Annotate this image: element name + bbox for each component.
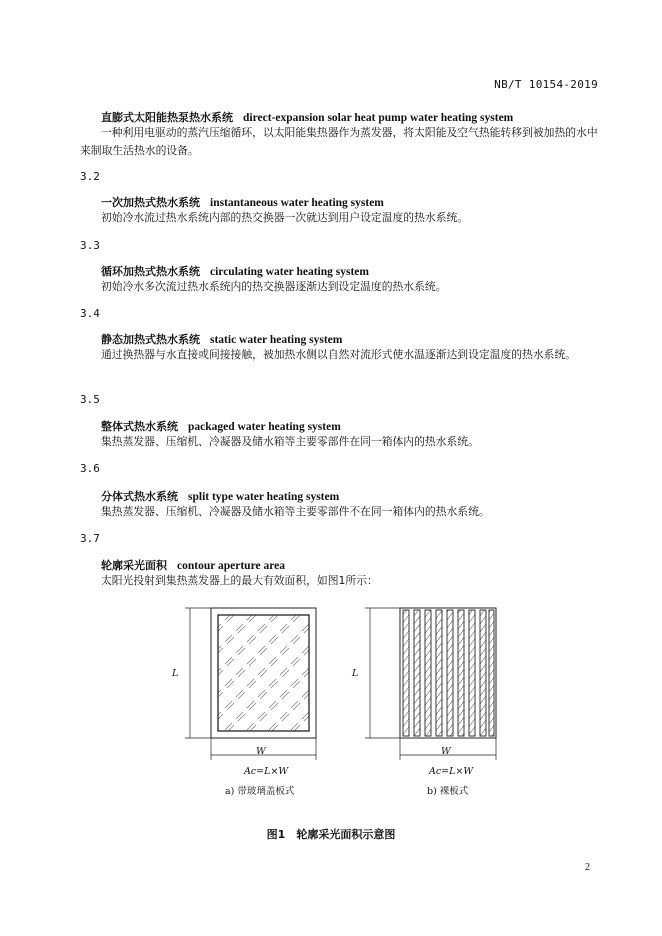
term-definition: 太阳光投射到集热蒸发器上的最大有效面积，如图1所示：: [101, 574, 378, 587]
term-zh: 轮廓采光面积: [101, 559, 167, 572]
section-number: 3.2: [80, 170, 100, 183]
section-number: 3.3: [80, 239, 100, 252]
section-number: 3.7: [80, 532, 100, 545]
term-heading: [101, 331, 342, 347]
term-en: instantaneous water heating system: [210, 197, 384, 209]
term-en: split type water heating system: [188, 491, 340, 503]
term-heading: [101, 263, 369, 279]
term-heading: [101, 557, 285, 573]
term-heading: [101, 194, 384, 210]
term-zh: 循环加热式热水系统: [101, 265, 200, 278]
term-heading: [101, 418, 341, 434]
term-heading: [101, 109, 513, 125]
figure-bare-plate-collector: [348, 600, 508, 800]
term-definition: 通过换热器与水直接或间接接触，被加热水侧以自然对流形式使水温逐渐达到设定温度的热水系统。: [101, 348, 577, 361]
section-number: 3.6: [80, 462, 100, 475]
term-en: static water heating system: [210, 334, 343, 346]
figure-title: 图1 轮廓采光面积示意图: [266, 828, 396, 841]
term-definition: 一种利用电驱动的蒸汽压缩循环，以太阳能集热器作为蒸发器，将太阳能及空气热能转移到被加热的水中来制取生活热水的设备。: [80, 126, 598, 157]
term-zh: 静态加热式热水系统: [101, 333, 200, 346]
term-definition: 初始冷水多次流过热水系统内的热交换器逐渐达到设定温度的热水系统。: [101, 280, 447, 293]
term-en: circulating water heating system: [210, 266, 369, 278]
figure-caption-a: a) 带玻璃盖板式: [225, 786, 295, 797]
term-en: direct-expansion solar heat pump water heating system: [243, 112, 514, 124]
term-definition: 集热蒸发器、压缩机、冷凝器及储水箱等主要零部件不在同一箱体内的热水系统。: [101, 505, 490, 518]
term-zh: 分体式热水系统: [101, 490, 178, 503]
term-en: contour aperture area: [177, 560, 285, 572]
term-definition: 集热蒸发器、压缩机、冷凝器及储水箱等主要零部件在同一箱体内的热水系统。: [101, 435, 479, 448]
dimension-L-label: L: [172, 668, 179, 679]
term-zh: 一次加热式热水系统: [101, 196, 200, 209]
figure-caption-b: b) 裸板式: [427, 786, 469, 797]
term-zh: 直膨式太阳能热泵热水系统: [101, 111, 233, 124]
term-definition: 初始冷水流过热水系统内部的热交换器一次就达到用户设定温度的热水系统。: [101, 211, 469, 224]
section-number: 3.5: [80, 393, 100, 406]
term-zh: 整体式热水系统: [101, 420, 178, 433]
standard-code: NB/T 10154-2019: [494, 78, 598, 91]
dimension-W-label: W: [256, 746, 266, 757]
page-number: 2: [585, 862, 590, 873]
section-number: 3.4: [80, 307, 100, 320]
area-formula: Ac=L×W: [429, 766, 474, 777]
dimension-L-label: L: [352, 668, 359, 679]
dimension-W-label: W: [441, 746, 451, 757]
term-en: packaged water heating system: [188, 421, 341, 433]
area-formula: Ac=L×W: [244, 766, 289, 777]
term-heading: [101, 488, 339, 504]
